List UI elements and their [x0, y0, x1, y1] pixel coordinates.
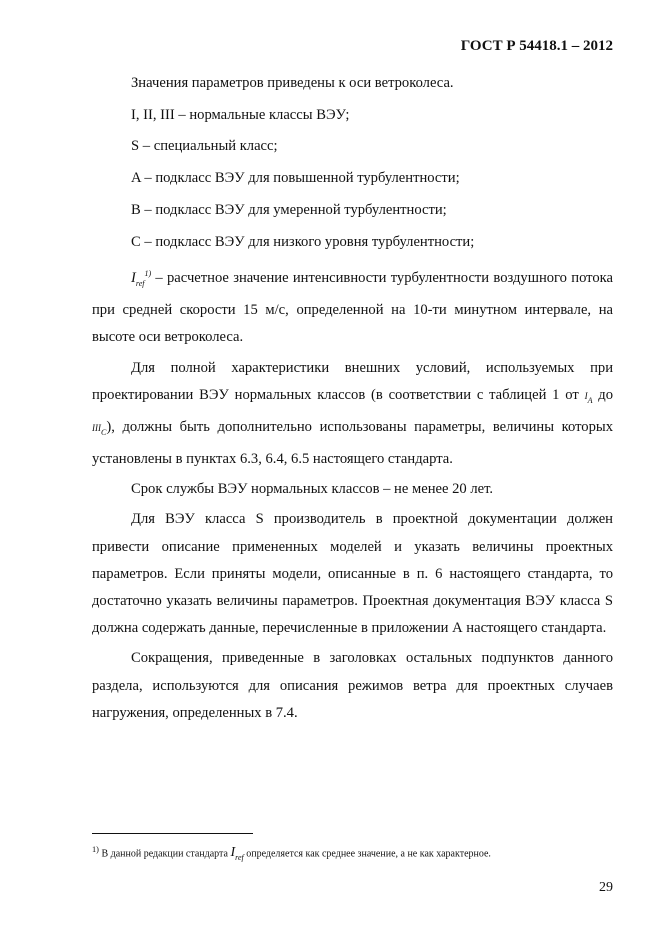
subclass-c-item: C – подкласс ВЭУ для низкого уровня турбулентности;: [131, 233, 475, 250]
class-s-paragraph: Для ВЭУ класса S производитель в проектной документации должен привести описание примененных моделей и указать величины проектных параметров. Если приняты модели, описанные в п. 6 настоящего стандарта, то достаточно указать величины параметров. Проектная документация ВЭУ класса S должна содержать данные, перечисленные в приложении А настоящего стандарта.: [92, 511, 613, 637]
external-conditions-paragraph: Для полной характеристики внешних условий, используемых при проектировании ВЭУ нормальных классов (в соответствии с таблицей 1 от $I_A$ до $III_C$), должны быть дополнительно использованы параметры, величины которых установлены в пунктах 6.3, 6.4, 6.5 настоящего стандарта.: [92, 359, 613, 468]
subclass-a-item: A – подкласс ВЭУ для повышенной турбулентности;: [131, 170, 460, 187]
footnote: $^{1)}$ В данной редакции стандарта $I_{ref}$ определяется как среднее значение, а не как характерное.: [92, 845, 491, 863]
footnote-divider: [92, 833, 253, 834]
iiic-symbol: $III_C$: [92, 422, 107, 437]
abbreviations-paragraph: Сокращения, приведенные в заголовках остальных подпунктов данного раздела, используются для описания режимов ветра для проектных случаев нагружения, определенных в 7.4.: [92, 650, 613, 721]
normal-classes-item: I, II, III – нормальные классы ВЭУ;: [131, 106, 350, 123]
iref-definition-paragraph: [92, 260, 613, 351]
iref-symbol: $I_{ref}^{1)}$: [131, 269, 152, 288]
footnote-iref-symbol: $I_{ref}$: [230, 845, 244, 863]
ia-symbol: $I_A$: [584, 390, 593, 405]
service-life-paragraph: Срок службы ВЭУ нормальных классов – не менее 20 лет.: [131, 481, 494, 498]
document-body: [92, 70, 613, 727]
document-code-header: ГОСТ Р 54418.1 – 2012: [460, 38, 613, 54]
iref-definition-text: – расчетное значение интенсивности турбулентности воздушного потока при средней скорости 15 м/с, определенной на 10-ти минутном интервале, на высоте оси ветроколеса.: [92, 270, 613, 346]
params-note: Значения параметров приведены к оси ветроколеса.: [131, 75, 454, 91]
special-class-item: S – специальный класс;: [131, 138, 278, 155]
subclass-b-item: B – подкласс ВЭУ для умеренной турбулентности;: [131, 201, 447, 218]
page-number: 29: [599, 880, 613, 895]
